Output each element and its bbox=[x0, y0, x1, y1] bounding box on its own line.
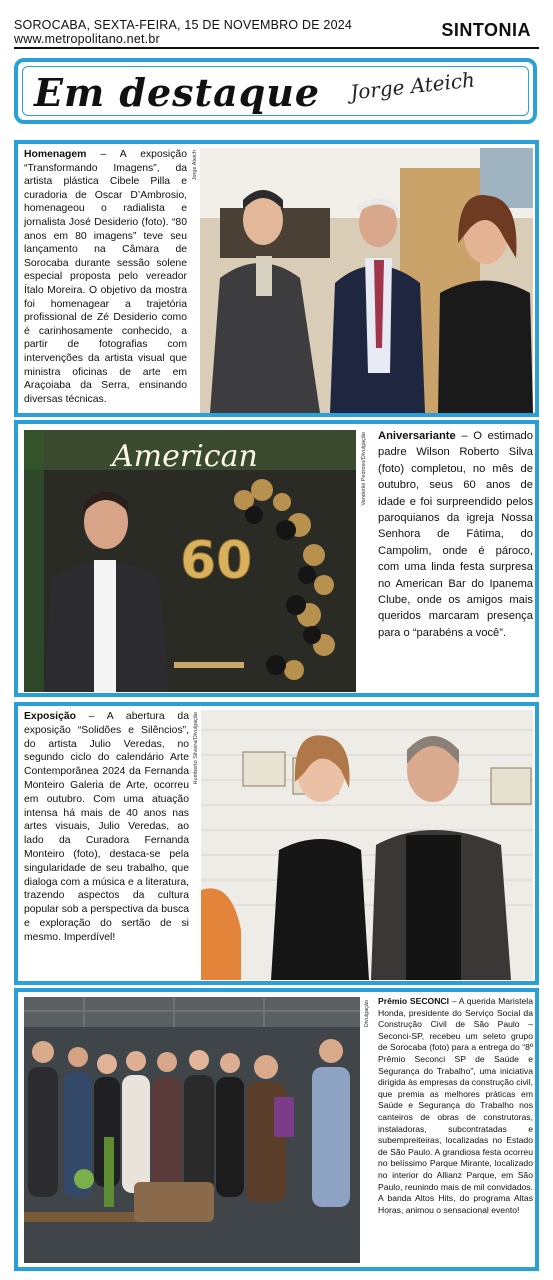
photo-homenagem bbox=[200, 148, 533, 413]
article-heading: Aniversariante bbox=[378, 430, 456, 442]
photo-aniversariante bbox=[24, 430, 356, 692]
section-name: SINTONIA bbox=[441, 20, 531, 40]
article-heading: Homenagem bbox=[24, 149, 87, 160]
article-body: – A abertura da exposição “Solidões e Silêncios”, do artista Julio Veredas, no segundo ciclo do calendário Arte Contemporânea 2024 da Fernanda Monteiro Galeria de Arte, ocorreu em outubro. Com uma atuação intensa há mais de 40 anos nas artes visuais, Julio Veredas, ao lado da Curadora Fernanda Monteiro (foto), destaca-se pela singularidade de seu trabalho, que dialoga com a música e a literatura, trazendo aspectos da cultura popular sob a perspectiva da busca e exploração do sertão de si mesmo. Imperdível! bbox=[24, 711, 189, 943]
dateline: SOROCABA, SEXTA-FEIRA, 15 DE NOVEMBRO DE 2024 bbox=[14, 18, 353, 32]
photo-credit: Humberto Silveira/Divulgação bbox=[193, 712, 199, 785]
article-exposicao bbox=[14, 702, 539, 985]
photo-credit: Vanderlei Pedroso/Divulgação bbox=[361, 432, 367, 506]
article-heading: Exposição bbox=[24, 711, 76, 722]
article-text bbox=[378, 428, 533, 641]
article-body: – A exposição “Transformando Imagens”, da artista plástica Cibele Pilla e curadoria de Oscar D’Ambrosio, homenageou o radialista e jornalista José Desiderio (foto). “80 anos em 80 imagens” teve seu lançamento na Câmara de Sorocaba durante sessão solene especial proposta pelo vereador Ítalo Moreira. O objetivo da mostra foi homenagear a trajetória profissional de Zé Desiderio como é carinhosamente conhecido, a partir de fotografias com intervenções da artista visual que ministra oficinas de arte em Araçoiaba da Serra, ensinando diversas técnicas. bbox=[24, 149, 187, 405]
article-homenagem bbox=[14, 140, 539, 417]
article-aniversariante bbox=[14, 420, 539, 697]
header-divider bbox=[14, 47, 539, 49]
neon-sign-text: American bbox=[112, 439, 258, 474]
header-meta bbox=[14, 18, 352, 46]
article-body: – A querida Maristela Honda, presidente do Serviço Social da Construção Civil de São Paulo – Seconci-SP, recebeu um seleto grupo de Sorocaba (foto) para a entrega do “8º Prêmio Seconci SP de Saúde e Segurança do Trabalho”, uma iniciativa dirigida às empresas da construção civil, que premia as melhores práticas em Saúde e Segurança do Trabalho nos canteiros de obras de construtoras, instaladoras, subcontratadas e subempreiteiras, localizadas no Estado de São Paulo. A grandiosa festa ocorreu no belíssimo Parque Mirante, localizado no interior do Allianz Parque, em São Paulo, reunindo mais de mil convidados. A banda Altos Hits, do programa Altas Horas, animou o sensacional evento! bbox=[378, 996, 533, 1215]
article-text bbox=[24, 710, 189, 945]
photo-credit: Jorge Ateich bbox=[192, 150, 198, 181]
photo-exposicao bbox=[201, 710, 533, 980]
column-banner bbox=[14, 58, 537, 124]
article-premio-seconci bbox=[14, 988, 539, 1271]
photo-credit: Divulgação bbox=[364, 1000, 370, 1028]
column-title: Em destaque bbox=[34, 70, 321, 115]
balloon-number: 60 bbox=[180, 531, 253, 591]
website-link[interactable]: www.metropolitano.net.br bbox=[14, 32, 160, 46]
article-body: – O estimado padre Wilson Roberto Silva (foto) completou, no mês de outubro, seus 60 anos de idade e foi surpreendido pelos paroquianos da igreja Nossa Senhora de Fátima, do Campolim, onde é pároco, com uma linda festa surpresa no American Bar do Ipanema Clube, onde os amigos mais queridos marcaram presença para o “parabéns a você”. bbox=[378, 430, 533, 639]
article-text bbox=[24, 148, 187, 406]
page-header bbox=[14, 6, 539, 48]
author-signature: Jorge Ateich bbox=[349, 67, 476, 105]
photo-premio-seconci bbox=[24, 997, 360, 1263]
article-text bbox=[378, 996, 533, 1216]
article-heading: Prêmio SECONCI bbox=[378, 996, 450, 1006]
